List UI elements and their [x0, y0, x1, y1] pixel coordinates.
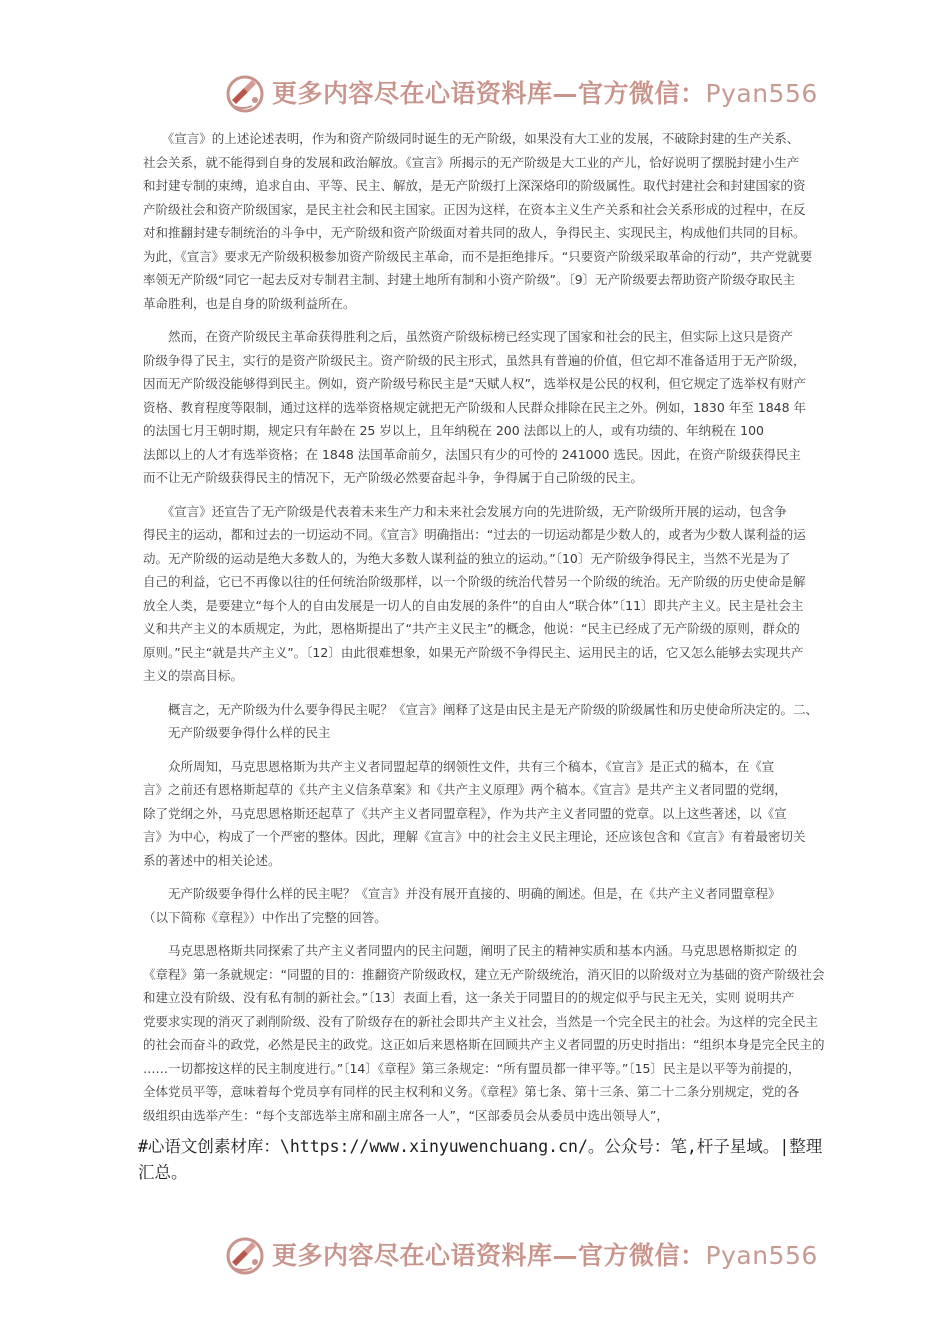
banner-wechat-id: Pyan556: [705, 1241, 818, 1270]
text-line: ……一切都按这样的民主制度进行。”〔14〕《章程》第三条规定：“所有盟员都一律平等。”〔15〕民主是以平等为前提的，: [143, 1060, 801, 1076]
text-line: 概言之，无产阶级为什么要争得民主呢？《宣言》阐释了这是由民主是无产阶级的阶级属性和历史使命所决定的。二、: [143, 701, 819, 717]
text-line: 除了党纲之外，马克思恩格斯还起草了《共产主义者同盟章程》，作为共产主义者同盟的党章。以上这些著述，以《宣: [143, 805, 787, 821]
text-line: 众所周知，马克思恩格斯为共产主义者同盟起草的纲领性文件，共有三个稿本，《宣言》是正式的稿本，在《宣: [143, 758, 775, 774]
section-heading: 无产阶级要争得什么样的民主: [143, 725, 331, 740]
text-line: 《宣言》的上述论述表明，作为和资产阶级同时诞生的无产阶级，如果没有大工业的发展，不破除封建的生产关系、: [143, 131, 800, 146]
banner-text: [272, 74, 818, 110]
banner-text-cn: 更多内容尽在心语资料库—官方微信：: [272, 1241, 706, 1270]
banner-text-cn: 更多内容尽在心语资料库—官方微信：: [272, 79, 706, 108]
text-line: 《章程》第一条就规定：“同盟的目的：推翻资产阶级政权，建立无产阶级统治，消灭旧的以阶级对立为基础的资产阶级社会: [143, 966, 825, 982]
book-logo-icon: [222, 70, 268, 116]
paragraph-1: [143, 127, 815, 315]
text-line: 原则。”民主“就是共产主义”。〔12〕由此很难想象，如果无产阶级不争得民主、运用民主的话，它又怎么能够去实现共产: [143, 644, 804, 660]
text-line: 对和推翻封建专制统治的斗争中，无产阶级和资产阶级面对着共同的敌人，争得民主、实现民主，构成他们共同的目标。: [143, 225, 806, 240]
text-line: 全体党员平等，意味着每个党员享有同样的民主权利和义务。《章程》第七条、第十三条、第二十二条分别规定，党的各: [143, 1084, 800, 1099]
text-line: 社会关系，就不能得到自身的发展和政治解放。《宣言》所揭示的无产阶级是大工业的产儿，恰好说明了摆脱封建小生产: [143, 154, 800, 170]
text-line: 自己的利益，它已不再像以往的任何统治阶级那样，以一个阶级的统治代替另一个阶级的统治。无产阶级的历史使命是解: [143, 574, 806, 589]
text-line: 和封建专制的束缚，追求自由、平等、民主、解放，是无产阶级打上深深烙印的阶级属性。取代封建社会和封建国家的资: [143, 178, 806, 193]
paragraph-2: [143, 325, 815, 490]
text-line: 为此，《宣言》要求无产阶级积极参加资产阶级民主革命，而不是拒绝排斥。“只要资产阶级采取革命的行动”，共产党就要: [143, 248, 813, 264]
text-line: 产阶级社会和资产阶级国家，是民主社会和民主国家。正因为这样，在资本主义生产关系和社会关系形成的过程中，在反: [143, 201, 806, 217]
footer-banner: [0, 1226, 950, 1282]
text-line: 《宣言》还宣告了无产阶级是代表着未来生产力和未来社会发展方向的先进阶级，无产阶级所开展的运动，包含争: [143, 503, 787, 519]
text-line: 主义的崇高目标。: [143, 668, 244, 683]
text-line: 和建立没有阶级、没有私有制的新社会。”〔13〕表面上看，这一条关于同盟目的的规定似乎与民主无关，实则 说明共产: [143, 990, 795, 1005]
text-line: 然而，在资产阶级民主革命获得胜利之后，虽然资产阶级标榜已经实现了国家和社会的民主，但实际上这只是资产: [143, 329, 794, 344]
text-line: 的社会而奋斗的政党，必然是民主的政党。这正如后来恩格斯在回顾共产主义者同盟的历史时指出：“组织本身是完全民主的: [143, 1037, 825, 1052]
banner-wechat-id: Pyan556: [705, 79, 818, 108]
banner-text: [272, 1236, 818, 1272]
text-line: 系的著述中的相关论述。: [143, 852, 281, 868]
text-line: 党要求实现的消灭了剥削阶级、没有了阶级存在的新社会即共产主义社会，当然是一个完全民主的社会。为这样的完全民主: [143, 1013, 819, 1029]
text-line: 动。无产阶级的运动是绝大多数人的，为绝大多数人谋利益的独立的运动。”〔10〕无产阶级争得民主，当然不光是为了: [143, 550, 791, 566]
text-line: 阶级争得了民主，实行的是资产阶级民主。资产阶级的民主形式，虽然具有普遍的价值，但它却不准备适用于无产阶级，: [143, 352, 806, 368]
text-line: 法郎以上的人才有选举资格；在 1848 法国革命前夕，法国只有少的可怜的 241000 选民。因此，在资产阶级获得民主: [143, 446, 801, 462]
header-banner: [0, 64, 950, 120]
paragraph-4: [143, 698, 819, 745]
text-line: 级组织由选举产生：“每个支部选举主席和副主席各一人”，“区部委员会从委员中选出领导人”，: [143, 1107, 669, 1123]
text-line: 得民主的运动，都和过去的一切运动不同。《宣言》明确指出：“过去的一切运动都是少数人的，或者为少数人谋利益的运: [143, 527, 806, 542]
text-line: 言》之前还有恩格斯起草的《共产主义信条草案》和《共产主义原理》两个稿本。《宣言》是共产主义者同盟的党纲，: [143, 782, 787, 797]
paragraph-7: [143, 939, 825, 1127]
text-line: 马克思恩格斯共同探索了共产主义者同盟内的民主问题，阐明了民主的精神实质和基本内涵。马克思恩格斯拟定 的: [143, 943, 797, 958]
text-line: 无产阶级要争得什么样的民主呢？《宣言》并没有展开直接的、明确的阐述。但是，在《共产主义者同盟章程》: [143, 886, 781, 901]
text-line: 因而无产阶级没能够得到民主。例如，资产阶级号称民主是“天赋人权”，选举权是公民的权利，但它规定了选举权有财产: [143, 376, 806, 391]
text-line: 的法国七月王朝时期，规定只有年龄在 25 岁以上，且年纳税在 200 法郎以上的人，或有功绩的、年纳税在 100: [143, 423, 764, 438]
paragraph-6: [143, 882, 815, 929]
text-line: 革命胜利，也是自身的阶级利益所在。: [143, 295, 356, 311]
document-body: [143, 127, 825, 1137]
text-line: 资格、教育程度等限制，通过这样的选举资格规定就把无产阶级和人民群众排除在民主之外。例如，1830 年至 1848 年: [143, 399, 807, 415]
text-line: 而不让无产阶级获得民主的情况下，无产阶级必然要奋起斗争，争得属于自己阶级的民主。: [143, 470, 644, 485]
source-note: #心语文创素材库：\https://www.xinyuwenchuang.cn/。公众号：笔,杆子星域。|整理汇总。: [138, 1137, 823, 1182]
book-logo-icon: [222, 1232, 268, 1278]
paragraph-3: [143, 500, 815, 688]
text-line: 放全人类，是要建立“每个人的自由发展是一切人的自由发展的条件”的自由人“联合体”〔11〕即共产主义。民主是社会主: [143, 597, 804, 613]
paragraph-5: [143, 755, 815, 873]
text-line: 言》为中心，构成了一个严密的整体。因此，理解《宣言》中的社会主义民主理论，还应该包含和《宣言》有着最密切关: [143, 829, 806, 844]
text-line: 义和共产主义的本质规定，为此，恩格斯提出了“共产主义民主”的概念，他说：“民主已经成了无产阶级的原则，群众的: [143, 621, 800, 636]
text-line: 率领无产阶级“同它一起去反对专制君主制、封建土地所有制和小资产阶级”。〔9〕无产阶级要去帮助资产阶级夺取民主: [143, 272, 796, 287]
text-line: （以下简称《章程》）中作出了完整的回答。: [143, 909, 387, 925]
